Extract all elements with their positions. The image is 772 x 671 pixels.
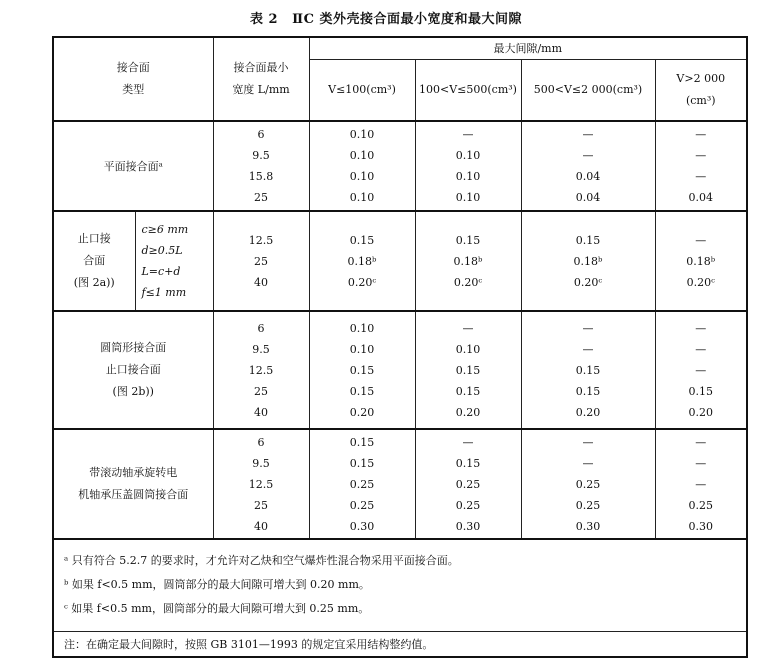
gap-vol-1: 0.15 0.15 0.25 0.25 0.30 [309, 429, 415, 539]
header-joint-type: 接合面 类型 [53, 37, 213, 121]
footnote-c: ᶜ 如果 f<0.5 mm，圆筒部分的最大间隙可增大到 0.25 mm。 [64, 602, 370, 616]
table-caption: ⅡC 类外壳接合面最小宽度和最大间隙 [292, 12, 522, 27]
gap-vol-1: 0.10 0.10 0.10 0.10 [309, 121, 415, 211]
table-note: 注：在确定最大间隙时，按照 GB 3101—1993 的规定宜采用结构整约值。 [53, 631, 747, 657]
joint-name: 带滚动轴承旋转电 机轴承压盖圆筒接合面 [53, 429, 213, 539]
joint-name: 圆筒形接合面 止口接合面 (图 2b)) [53, 311, 213, 429]
gap-vol-2: — 0.10 0.10 0.10 [415, 121, 521, 211]
gap-vol-1: 0.15 0.18ᵇ 0.20ᶜ [309, 211, 415, 311]
joint-conditions: c≥6 mm d≥0.5L L=c+d f≤1 mm [135, 211, 213, 311]
gap-vol-4: — — — 0.25 0.30 [655, 429, 747, 539]
gap-vol-4: — 0.18ᵇ 0.20ᶜ [655, 211, 747, 311]
joint-name: 平面接合面ᵃ [53, 121, 213, 211]
header-vol-2: 100<V≤500(cm³) [415, 59, 521, 121]
footnote-a: ᵃ 只有符合 5.2.7 的要求时，才允许对乙炔和空气爆炸性混合物采用平面接合面。 [64, 554, 459, 568]
gap-vol-2: — 0.15 0.25 0.25 0.30 [415, 429, 521, 539]
width-values: 6 9.5 12.5 25 40 [213, 311, 309, 429]
width-values: 12.5 25 40 [213, 211, 309, 311]
group-flat-joint [53, 121, 747, 211]
header-vol-1: V≤100(cm³) [309, 59, 415, 121]
header-vol-3: 500<V≤2 000(cm³) [521, 59, 655, 121]
gap-vol-1: 0.10 0.10 0.15 0.15 0.20 [309, 311, 415, 429]
joint-name: 止口接 合面 (图 2a)) [53, 211, 135, 311]
gap-vol-2: 0.15 0.18ᵇ 0.20ᶜ [415, 211, 521, 311]
width-values: 6 9.5 15.8 25 [213, 121, 309, 211]
gap-vol-4: — — — 0.04 [655, 121, 747, 211]
header-max-gap: 最大间隙/mm [309, 37, 747, 59]
gap-table [52, 36, 748, 658]
group-bearing-cover-joint [53, 429, 747, 539]
gap-vol-3: 0.15 0.18ᵇ 0.20ᶜ [521, 211, 655, 311]
gap-vol-3: — — 0.15 0.15 0.20 [521, 311, 655, 429]
footnote-b: ᵇ 如果 f<0.5 mm，圆筒部分的最大间隙可增大到 0.20 mm。 [64, 578, 370, 592]
gap-vol-3: — — 0.04 0.04 [521, 121, 655, 211]
table-number: 表 2 [250, 12, 279, 27]
group-cylindrical-joint [53, 311, 747, 429]
table-title [0, 8, 772, 27]
header-vol-4: V>2 000 (cm³) [655, 59, 747, 121]
width-values: 6 9.5 12.5 25 40 [213, 429, 309, 539]
footnotes [53, 539, 747, 631]
gap-vol-2: — 0.10 0.15 0.15 0.20 [415, 311, 521, 429]
group-spigot-joint [53, 211, 747, 311]
header-min-width: 接合面最小 宽度 L/mm [213, 37, 309, 121]
gap-vol-3: — — 0.25 0.25 0.30 [521, 429, 655, 539]
gap-vol-4: — — — 0.15 0.20 [655, 311, 747, 429]
